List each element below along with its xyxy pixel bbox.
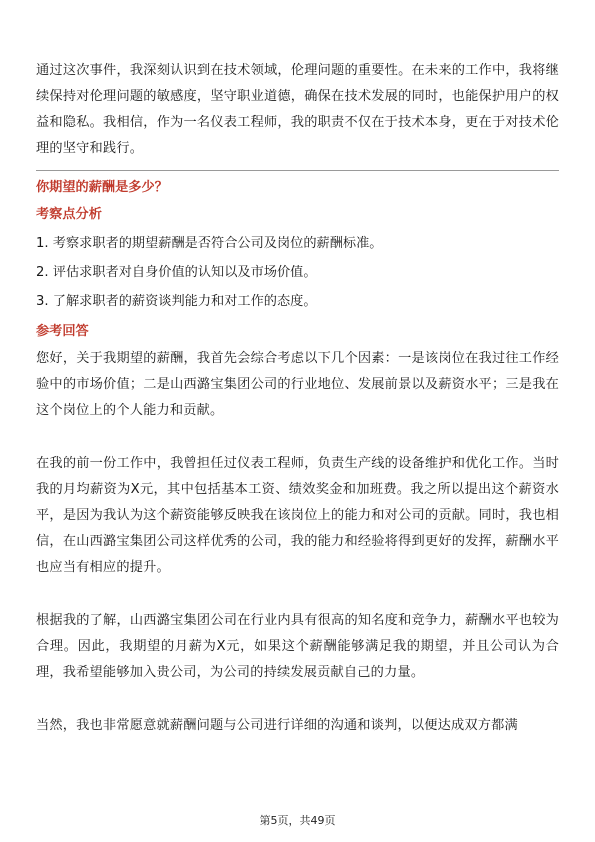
analysis-title: 考察点分析 xyxy=(36,207,102,222)
answer-title: 参考回答 xyxy=(36,324,89,339)
paragraph-gap xyxy=(36,581,559,608)
intro-paragraph: 通过这次事件，我深刻认识到在技术领域，伦理问题的重要性。在未来的工作中，我将继续保持对伦理问题的敏感度，坚守职业道德，确保在技术发展的同时，也能保护用户的权益和隐私。我相信，作为一名仪表工程师，我的职责不仅在于技术本身，更在于对技术伦理的坚守和践行。 xyxy=(36,63,559,156)
answer-paragraph: 根据我的了解，山西潞宝集团公司在行业内具有很高的知名度和竞争力，薪酬水平也较为合理。因此，我期望的月薪为X元，如果这个薪酬能够满足我的期望，并且公司认为合理，我希望能够加入贵公司，为公司的持续发展贡献自己的力量。 xyxy=(36,613,559,680)
answer-paragraph: 您好，关于我期望的薪酬，我首先会综合考虑以下几个因素：一是该岗位在我过往工作经验中的市场价值；二是山西潞宝集团公司的行业地位、发展前景以及薪资水平；三是我在这个岗位上的个人能力和贡献。 xyxy=(36,351,559,418)
question-heading: 你期望的薪酬是多少？ xyxy=(36,180,168,195)
page-number: 第5页，共49页 xyxy=(259,814,336,827)
answer-paragraph: 在我的前一份工作中，我曾担任过仪表工程师，负责生产线的设备维护和优化工作。当时我的月均薪资为X元，其中包括基本工资、绩效奖金和加班费。我之所以提出这个薪资水平，是因为我认为这个薪资能够反映我在该岗位上的能力和对公司的贡献。同时，我也相信，在山西潞宝集团公司这样优秀的公司，我的能力和经验将得到更好的发挥，薪酬水平也应当有相应的提升。 xyxy=(36,456,559,575)
analysis-item: 1. 考察求职者的期望薪酬是否符合公司及岗位的薪酬标准。 xyxy=(36,236,383,251)
paragraph-gap xyxy=(36,424,559,451)
analysis-item: 3. 了解求职者的薪资谈判能力和对工作的态度。 xyxy=(36,294,317,309)
section-divider xyxy=(36,170,559,171)
answer-paragraph: 当然，我也非常愿意就薪酬问题与公司进行详细的沟通和谈判，以便达成双方都满 xyxy=(36,718,518,733)
paragraph-gap xyxy=(36,686,559,713)
analysis-item: 2. 评估求职者对自身价值的认知以及市场价值。 xyxy=(36,265,317,280)
document-page xyxy=(36,58,559,739)
